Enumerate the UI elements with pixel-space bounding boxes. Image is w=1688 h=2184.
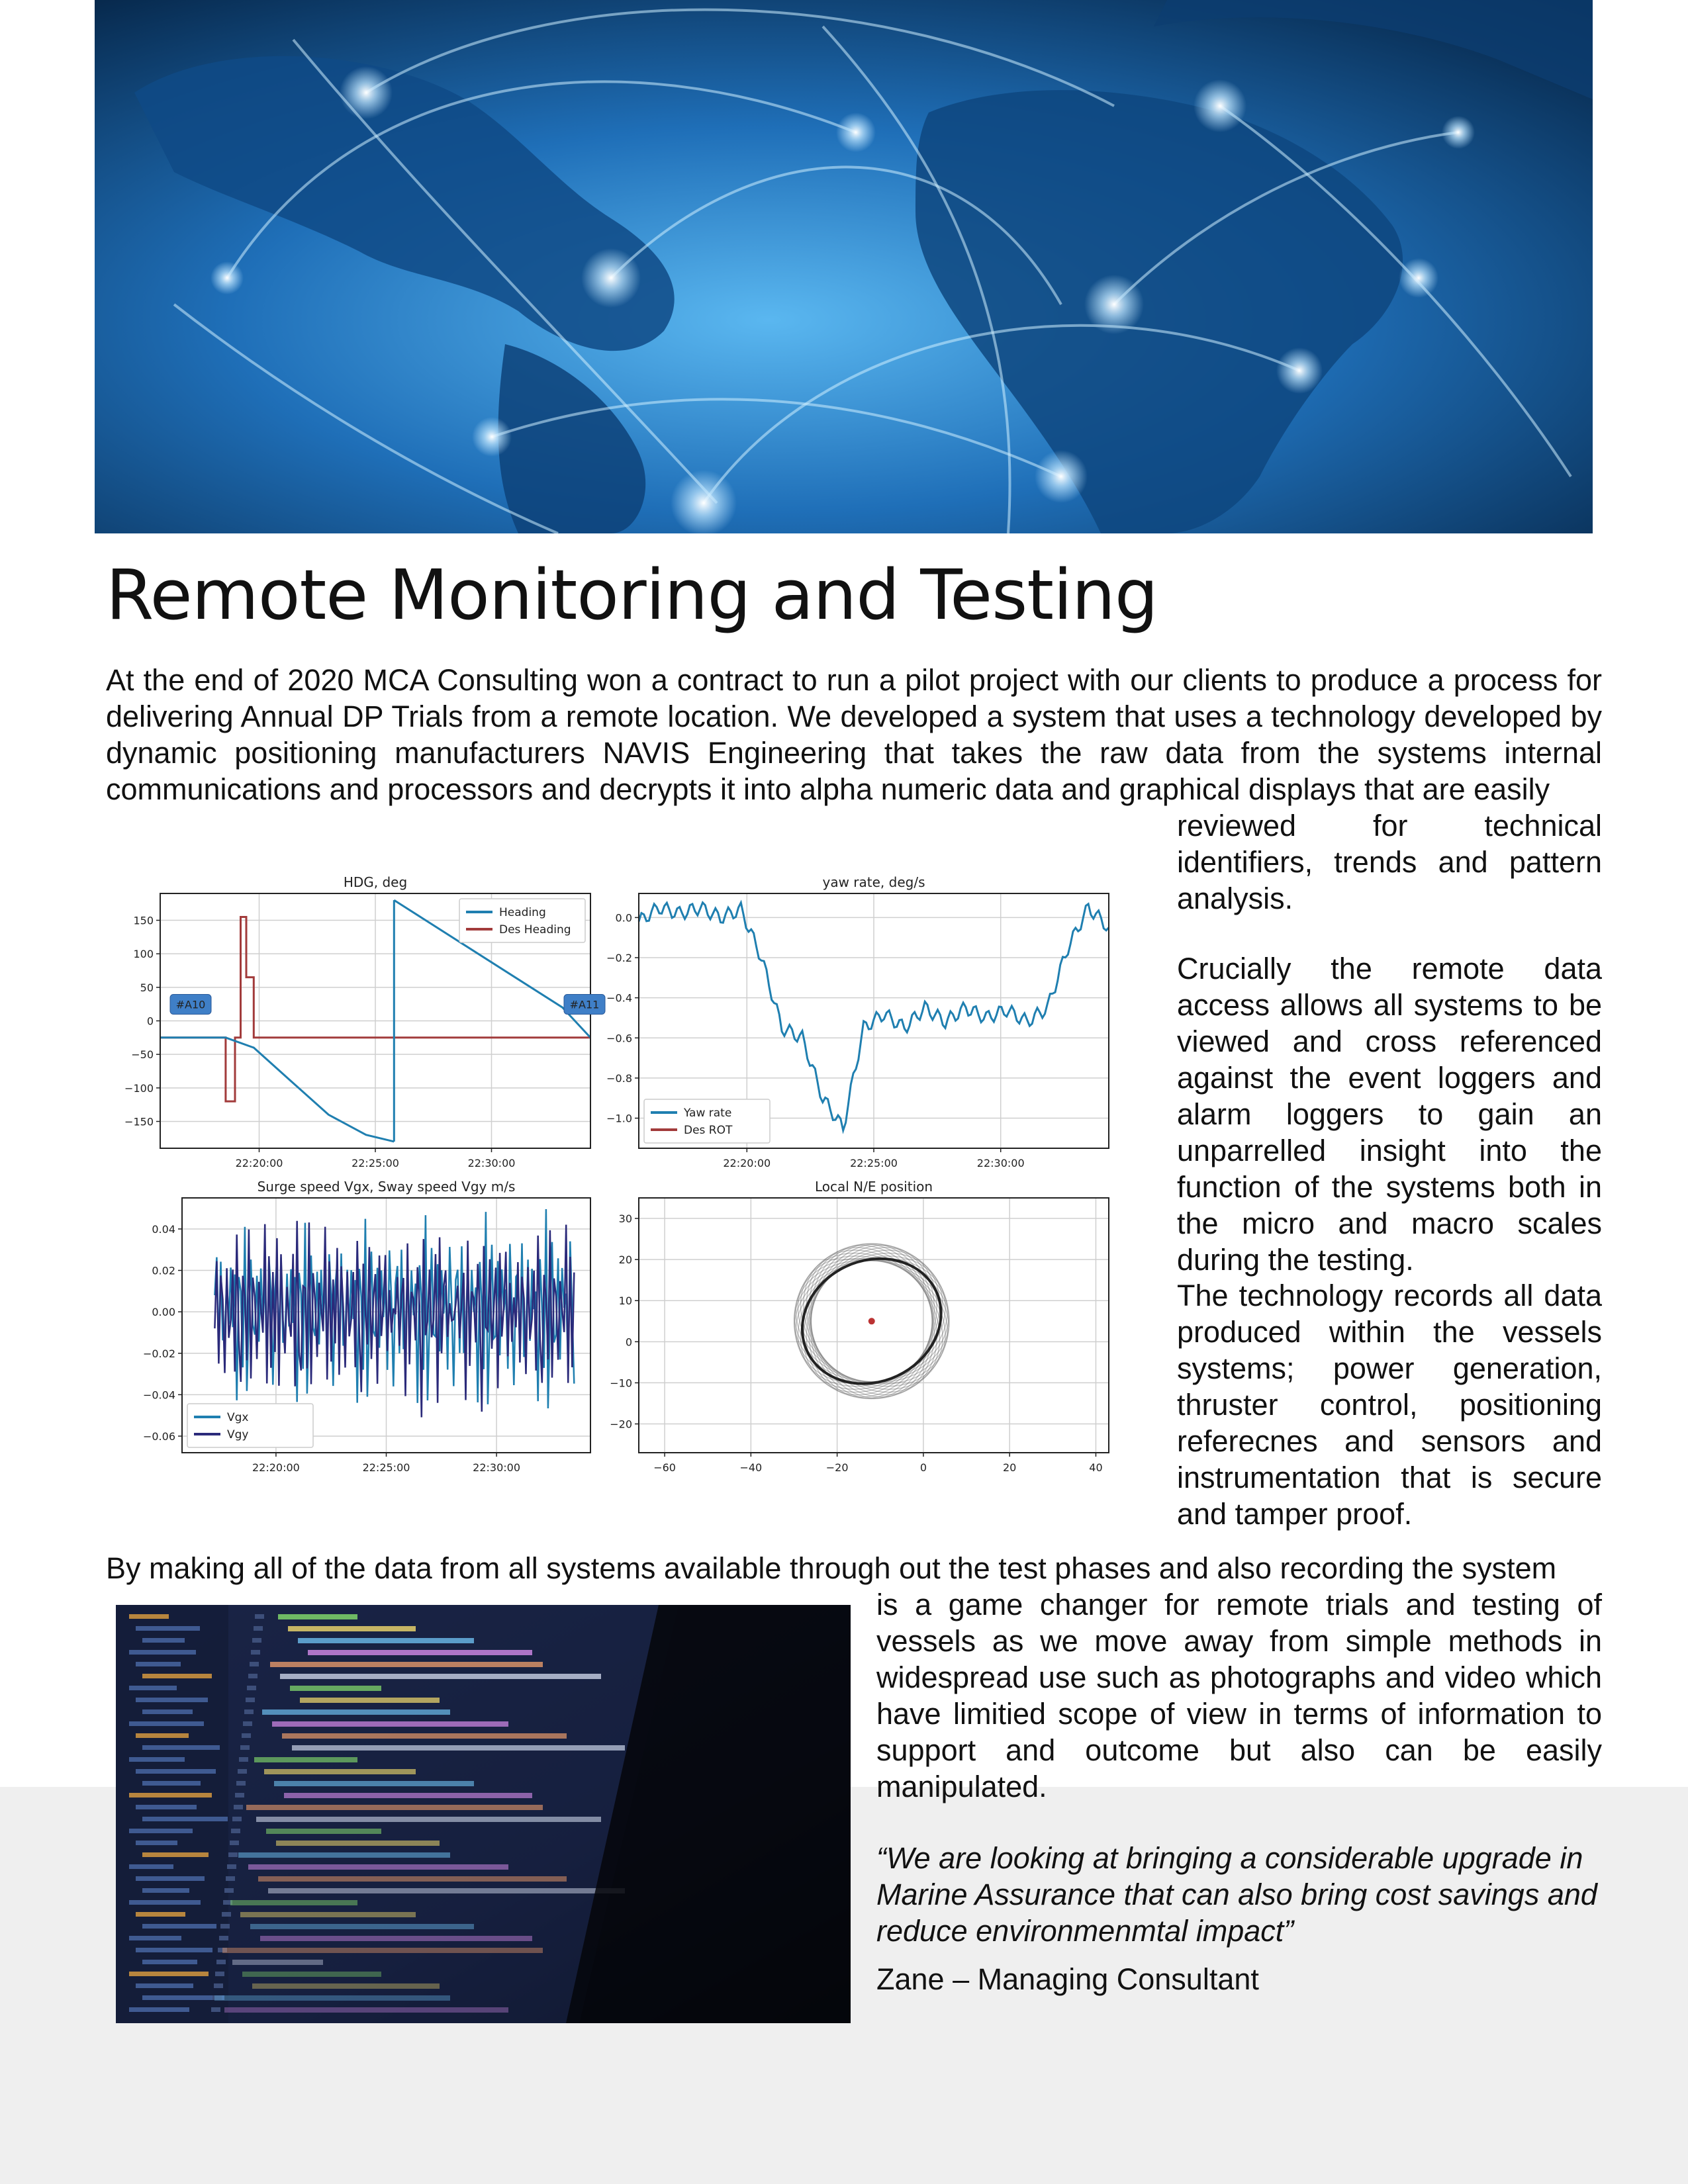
remote-access-paragraph: Crucially the remote data access allows all systems to be viewed and cross referenced against the event loggers and alarm loggers to gain an unparrelled insight into the function of the systems both in the micro and macro scales during the testing.	[1177, 952, 1602, 1277]
sidebar-file-line	[129, 1793, 212, 1797]
sidebar-file-line	[142, 1960, 197, 1964]
y-tick-label: 0.00	[152, 1306, 175, 1319]
line-number	[234, 1805, 243, 1809]
surge-sway-chart	[143, 1179, 590, 1474]
y-tick-label: 20	[618, 1253, 632, 1267]
x-tick-label: 0	[919, 1461, 927, 1474]
code-line	[252, 1983, 440, 1989]
y-tick-label: −100	[124, 1081, 154, 1095]
sidebar-file-line	[136, 1626, 200, 1631]
y-tick-label: −20	[610, 1418, 632, 1431]
code-line	[308, 1650, 532, 1655]
code-line	[292, 1745, 625, 1751]
local-ne-position-chart-title: Local N/E position	[814, 1179, 933, 1195]
line-number	[222, 1912, 231, 1917]
line-number	[238, 1769, 247, 1774]
y-tick-label: 150	[133, 914, 154, 927]
y-tick-label: −10	[610, 1377, 632, 1390]
chart-legend	[459, 899, 585, 942]
y-tick-label: −0.06	[142, 1430, 175, 1443]
code-line	[260, 1936, 532, 1941]
sidebar-file-line	[136, 1769, 216, 1774]
line-number	[242, 1733, 251, 1738]
line-number	[211, 2007, 220, 2012]
sidebar-file-line	[142, 1781, 201, 1786]
code-line	[262, 1709, 450, 1715]
code-line	[276, 1841, 440, 1846]
x-tick-label: 22:20:00	[235, 1157, 283, 1169]
line-number	[214, 1983, 223, 1988]
sidebar-file-line	[136, 1662, 181, 1666]
globe-network-banner	[95, 0, 1593, 533]
sidebar-file-line	[142, 1745, 220, 1750]
position-marker	[868, 1318, 875, 1324]
legend-label: Des ROT	[684, 1124, 733, 1137]
code-line	[242, 1972, 381, 1977]
x-tick-label: 22:30:00	[473, 1461, 521, 1474]
code-line	[264, 1769, 416, 1774]
x-tick-label: 22:30:00	[976, 1157, 1025, 1169]
legend-label: Heading	[499, 906, 546, 919]
sidebar-file-line	[142, 1852, 209, 1857]
code-line	[256, 1817, 601, 1822]
y-tick-label: 0.02	[152, 1264, 175, 1277]
sidebar-file-line	[142, 1638, 185, 1643]
sidebar-file-line	[129, 1900, 201, 1905]
dp-trial-charts-svg	[106, 854, 1125, 1502]
sidebar-file-line	[136, 1698, 208, 1702]
code-screen-image	[116, 1605, 851, 2023]
code-line	[258, 1876, 567, 1882]
x-tick-label: 22:25:00	[362, 1461, 410, 1474]
x-tick-label: 22:25:00	[850, 1157, 898, 1169]
code-line	[246, 1805, 543, 1810]
sidebar-file-line	[129, 1650, 196, 1655]
line-number	[244, 1709, 254, 1714]
y-tick-label: 0.04	[152, 1222, 175, 1236]
code-line	[270, 1662, 543, 1667]
sidebar-file-line	[136, 1876, 205, 1881]
plot-border	[639, 1198, 1109, 1453]
line-number	[226, 1876, 235, 1881]
line-number	[246, 1698, 255, 1702]
legend-label: Yaw rate	[684, 1107, 732, 1120]
line-number	[219, 1936, 228, 1940]
sidebar-file-line	[136, 1733, 189, 1738]
sidebar-file-line	[136, 1983, 193, 1988]
hdg-chart	[124, 874, 605, 1169]
x-tick-label: 22:20:00	[252, 1461, 300, 1474]
code-line	[282, 1733, 567, 1739]
sidebar-file-line	[142, 1674, 212, 1678]
code-line	[280, 1674, 601, 1679]
sidebar-file-line	[136, 1805, 197, 1809]
quote-attribution: Zane – Managing Consultant	[876, 1962, 1259, 1996]
sidebar-file-line	[129, 1686, 177, 1690]
code-line	[290, 1686, 381, 1691]
line-number	[243, 1721, 252, 1726]
code-line	[300, 1698, 440, 1703]
line-number	[220, 1924, 230, 1929]
x-tick-label: −40	[739, 1461, 763, 1474]
x-tick-label: −60	[653, 1461, 676, 1474]
y-tick-label: −1.0	[606, 1112, 632, 1125]
code-line	[272, 1721, 508, 1727]
chart-legend	[187, 1404, 313, 1447]
hdg-chart-title: HDG, deg	[343, 874, 408, 890]
sidebar-file-line	[129, 2007, 189, 2012]
legend-label: Des Heading	[499, 923, 571, 936]
sidebar-file-line	[136, 1841, 177, 1845]
line-number	[230, 1841, 239, 1845]
legend-label: Vgy	[227, 1428, 249, 1441]
y-tick-label: −0.2	[606, 952, 632, 965]
sidebar-file-line	[129, 1829, 193, 1833]
y-tick-label: 0	[625, 1336, 632, 1349]
y-tick-label: −0.8	[606, 1071, 632, 1085]
x-tick-label: 22:25:00	[352, 1157, 399, 1169]
code-line	[268, 1888, 625, 1893]
game-changer-paragraph: By making all of the data from all systems available through out the test phases and also recording the system	[106, 1551, 1557, 1585]
y-tick-label: −0.4	[606, 991, 632, 1005]
code-line	[248, 1864, 508, 1870]
code-line	[274, 1781, 474, 1786]
sidebar-file-line	[129, 1936, 181, 1940]
code-line	[266, 1829, 381, 1834]
sidebar-file-line	[136, 1948, 212, 1952]
code-line	[232, 1960, 323, 1965]
dp-trial-charts	[106, 854, 1125, 1502]
y-tick-label: 30	[618, 1212, 632, 1226]
heading-line	[160, 1038, 394, 1142]
y-tick-label: −150	[124, 1115, 154, 1128]
code-line	[224, 2007, 508, 2013]
yaw-rate-chart-title: yaw rate, deg/s	[822, 874, 925, 890]
line-number	[232, 1817, 242, 1821]
yaw-rate-chart	[606, 874, 1109, 1169]
x-tick-label: 20	[1003, 1461, 1017, 1474]
intro-paragraph: At the end of 2020 MCA Consulting won a contract to run a pilot project with our clients to produce a process for delivering Annual DP Trials from a remote location. We developed a system that uses a technology developed by dynamic positioning manufacturers NAVIS Engineering that takes the raw data from the systems internal communications and processors and decrypts it into alpha numeric data and graphical displays that are easily	[106, 663, 1602, 806]
sidebar-file-line	[142, 1995, 224, 2000]
y-tick-label: −0.02	[142, 1347, 175, 1360]
data-recording-paragraph: The technology records all data produced within the vessels systems; power generation, thruster control, positioning referecnes and sensors and instrumentation that is secure and tamper proof.	[1177, 1279, 1602, 1531]
event-marker	[170, 995, 211, 1015]
chart-legend	[644, 1099, 770, 1143]
y-tick-label: 10	[618, 1295, 632, 1308]
code-line	[254, 1757, 357, 1762]
sidebar-file-line	[142, 1888, 189, 1893]
event-marker-label: #A11	[569, 998, 600, 1011]
code-line	[298, 1638, 474, 1643]
game-changer-paragraph-continued: is a game changer for remote trials and testing of vessels as we move away from simple methods in widespread use such as photographs and video which have limitied scope of view in terms of information to support and outcome but also can be easily manipulated.	[876, 1588, 1602, 1803]
globe-network-image	[95, 0, 1593, 533]
line-number	[228, 1852, 238, 1857]
sidebar-file-line	[129, 1614, 169, 1619]
line-number	[235, 1793, 244, 1797]
code-line	[238, 1852, 450, 1858]
code-line	[214, 1995, 450, 2001]
line-number	[248, 1674, 258, 1678]
line-number	[255, 1614, 264, 1619]
y-tick-label: 50	[140, 981, 154, 994]
line-number	[231, 1829, 240, 1833]
line-number	[236, 1781, 246, 1786]
sidebar-file-line	[129, 1972, 209, 1976]
code-line	[250, 1924, 474, 1929]
y-tick-label: 0	[146, 1015, 154, 1028]
code-line	[222, 1948, 543, 1953]
y-tick-label: 100	[133, 948, 154, 961]
line-number	[227, 1864, 236, 1869]
event-marker-label: #A10	[175, 998, 206, 1011]
code-screen-photo	[116, 1605, 851, 2023]
page-title: Remote Monitoring and Testing	[106, 555, 1158, 635]
consultant-quote: “We are looking at bringing a considerable upgrade in Marine Assurance that can also bring cost savings and reduce environmenmtal impact”	[876, 1841, 1597, 1948]
sidebar-file-line	[142, 1709, 193, 1714]
x-tick-label: 22:20:00	[723, 1157, 771, 1169]
sidebar-file-line	[129, 1864, 173, 1869]
intro-paragraph-continued: reviewed for technical identifiers, trends and pattern analysis.	[1177, 809, 1602, 915]
event-marker	[564, 995, 605, 1015]
x-tick-label: 40	[1089, 1461, 1103, 1474]
surge-sway-chart-title: Surge speed Vgx, Sway speed Vgy m/s	[257, 1179, 516, 1195]
sidebar-file-line	[142, 1924, 216, 1929]
line-number	[252, 1638, 261, 1643]
y-tick-label: 0.0	[615, 911, 632, 925]
line-number	[224, 1888, 234, 1893]
local-ne-position-chart	[610, 1179, 1109, 1474]
code-line	[230, 1900, 357, 1905]
line-number	[240, 1745, 250, 1750]
line-number	[247, 1686, 256, 1690]
sidebar-file-line	[129, 1721, 204, 1726]
sidebar-file-line	[136, 1912, 185, 1917]
line-number	[250, 1662, 259, 1666]
legend-label: Vgx	[227, 1411, 249, 1424]
x-tick-label: −20	[825, 1461, 849, 1474]
sidebar-file-line	[129, 1757, 185, 1762]
line-number	[239, 1757, 248, 1762]
code-line	[240, 1912, 416, 1917]
line-number	[251, 1650, 260, 1655]
line-number	[254, 1626, 263, 1631]
y-tick-label: −0.04	[142, 1388, 175, 1402]
sidebar-file-line	[142, 1817, 228, 1821]
legend-box	[187, 1404, 313, 1447]
line-number	[215, 1972, 224, 1976]
x-tick-label: 22:30:00	[467, 1157, 516, 1169]
code-line	[288, 1626, 416, 1631]
code-line	[278, 1614, 357, 1619]
line-number	[216, 1960, 226, 1964]
y-tick-label: −50	[131, 1048, 154, 1062]
code-line	[284, 1793, 532, 1798]
y-tick-label: −0.6	[606, 1032, 632, 1045]
